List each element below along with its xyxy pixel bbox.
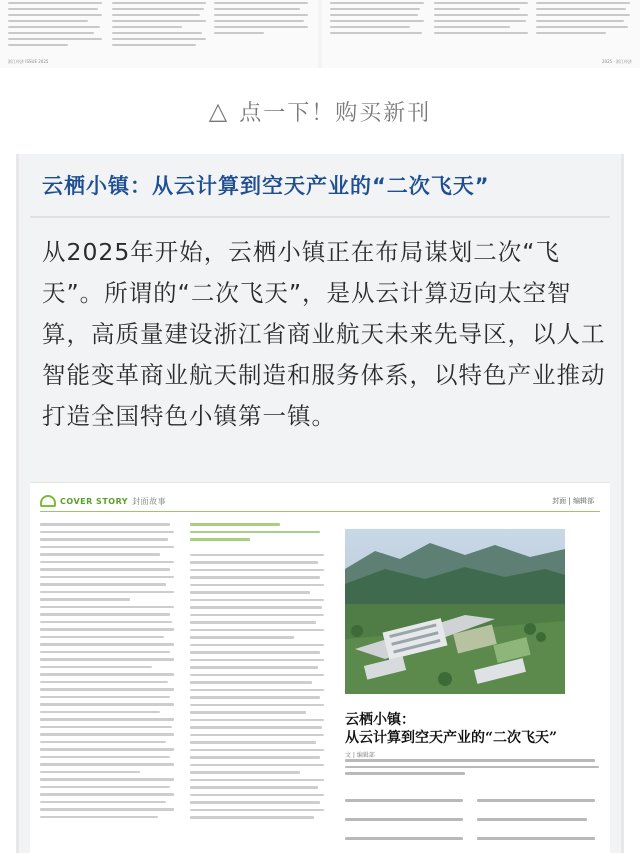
text-column <box>536 2 632 38</box>
cover-story-logo-icon <box>40 495 56 507</box>
yunqi-town-aerial-photo <box>345 529 565 694</box>
buy-new-issue-link[interactable] <box>0 68 640 154</box>
magazine-page-preview[interactable] <box>30 482 610 853</box>
article-lead-paragraph: 从2025年开始，云栖小镇正在布局谋划二次“飞天”。所谓的“二次飞天”，是从云计算迈向太空智算，高质量建设浙江省商业航天未来先导区，以人工智能变革商业航天制造和服务体系，以特色产业推动打造全国特色小镇第一镇。 <box>42 238 606 430</box>
text-column <box>8 2 104 50</box>
text-column <box>214 2 310 38</box>
magazine-article-intro <box>345 759 600 853</box>
page-footer: 2025 · 浙江经济 <box>602 59 632 64</box>
page-footer: 浙江经济 ISSUE 2025 <box>8 59 49 64</box>
magazine-article-author: 文 | 编辑部 <box>345 752 375 759</box>
aerial-photo-illustration <box>345 529 565 694</box>
spread-left-page <box>0 0 318 68</box>
buy-new-issue-label: 点一下！购买新刊 <box>239 100 432 126</box>
text-column <box>112 2 208 50</box>
magazine-text-column <box>40 523 175 823</box>
magazine-text-column <box>190 523 325 824</box>
text-column <box>434 2 530 38</box>
magazine-article-title: 云栖小镇： 从云计算到空天产业的“二次飞天” <box>345 712 558 746</box>
previous-page-spread <box>0 0 640 68</box>
cover-story-label: COVER STORY 封面故事 <box>60 497 167 506</box>
text-column <box>330 2 426 38</box>
article-headline: 云栖小镇：从云计算到空天产业的“二次飞天” <box>42 174 490 198</box>
magazine-header <box>40 493 600 513</box>
page-section-label: 封面 | 编辑部 <box>552 497 594 505</box>
spread-right-page <box>322 0 640 68</box>
headline-divider <box>30 216 610 218</box>
triangle-icon: △ <box>208 97 228 125</box>
header-divider <box>40 511 600 512</box>
